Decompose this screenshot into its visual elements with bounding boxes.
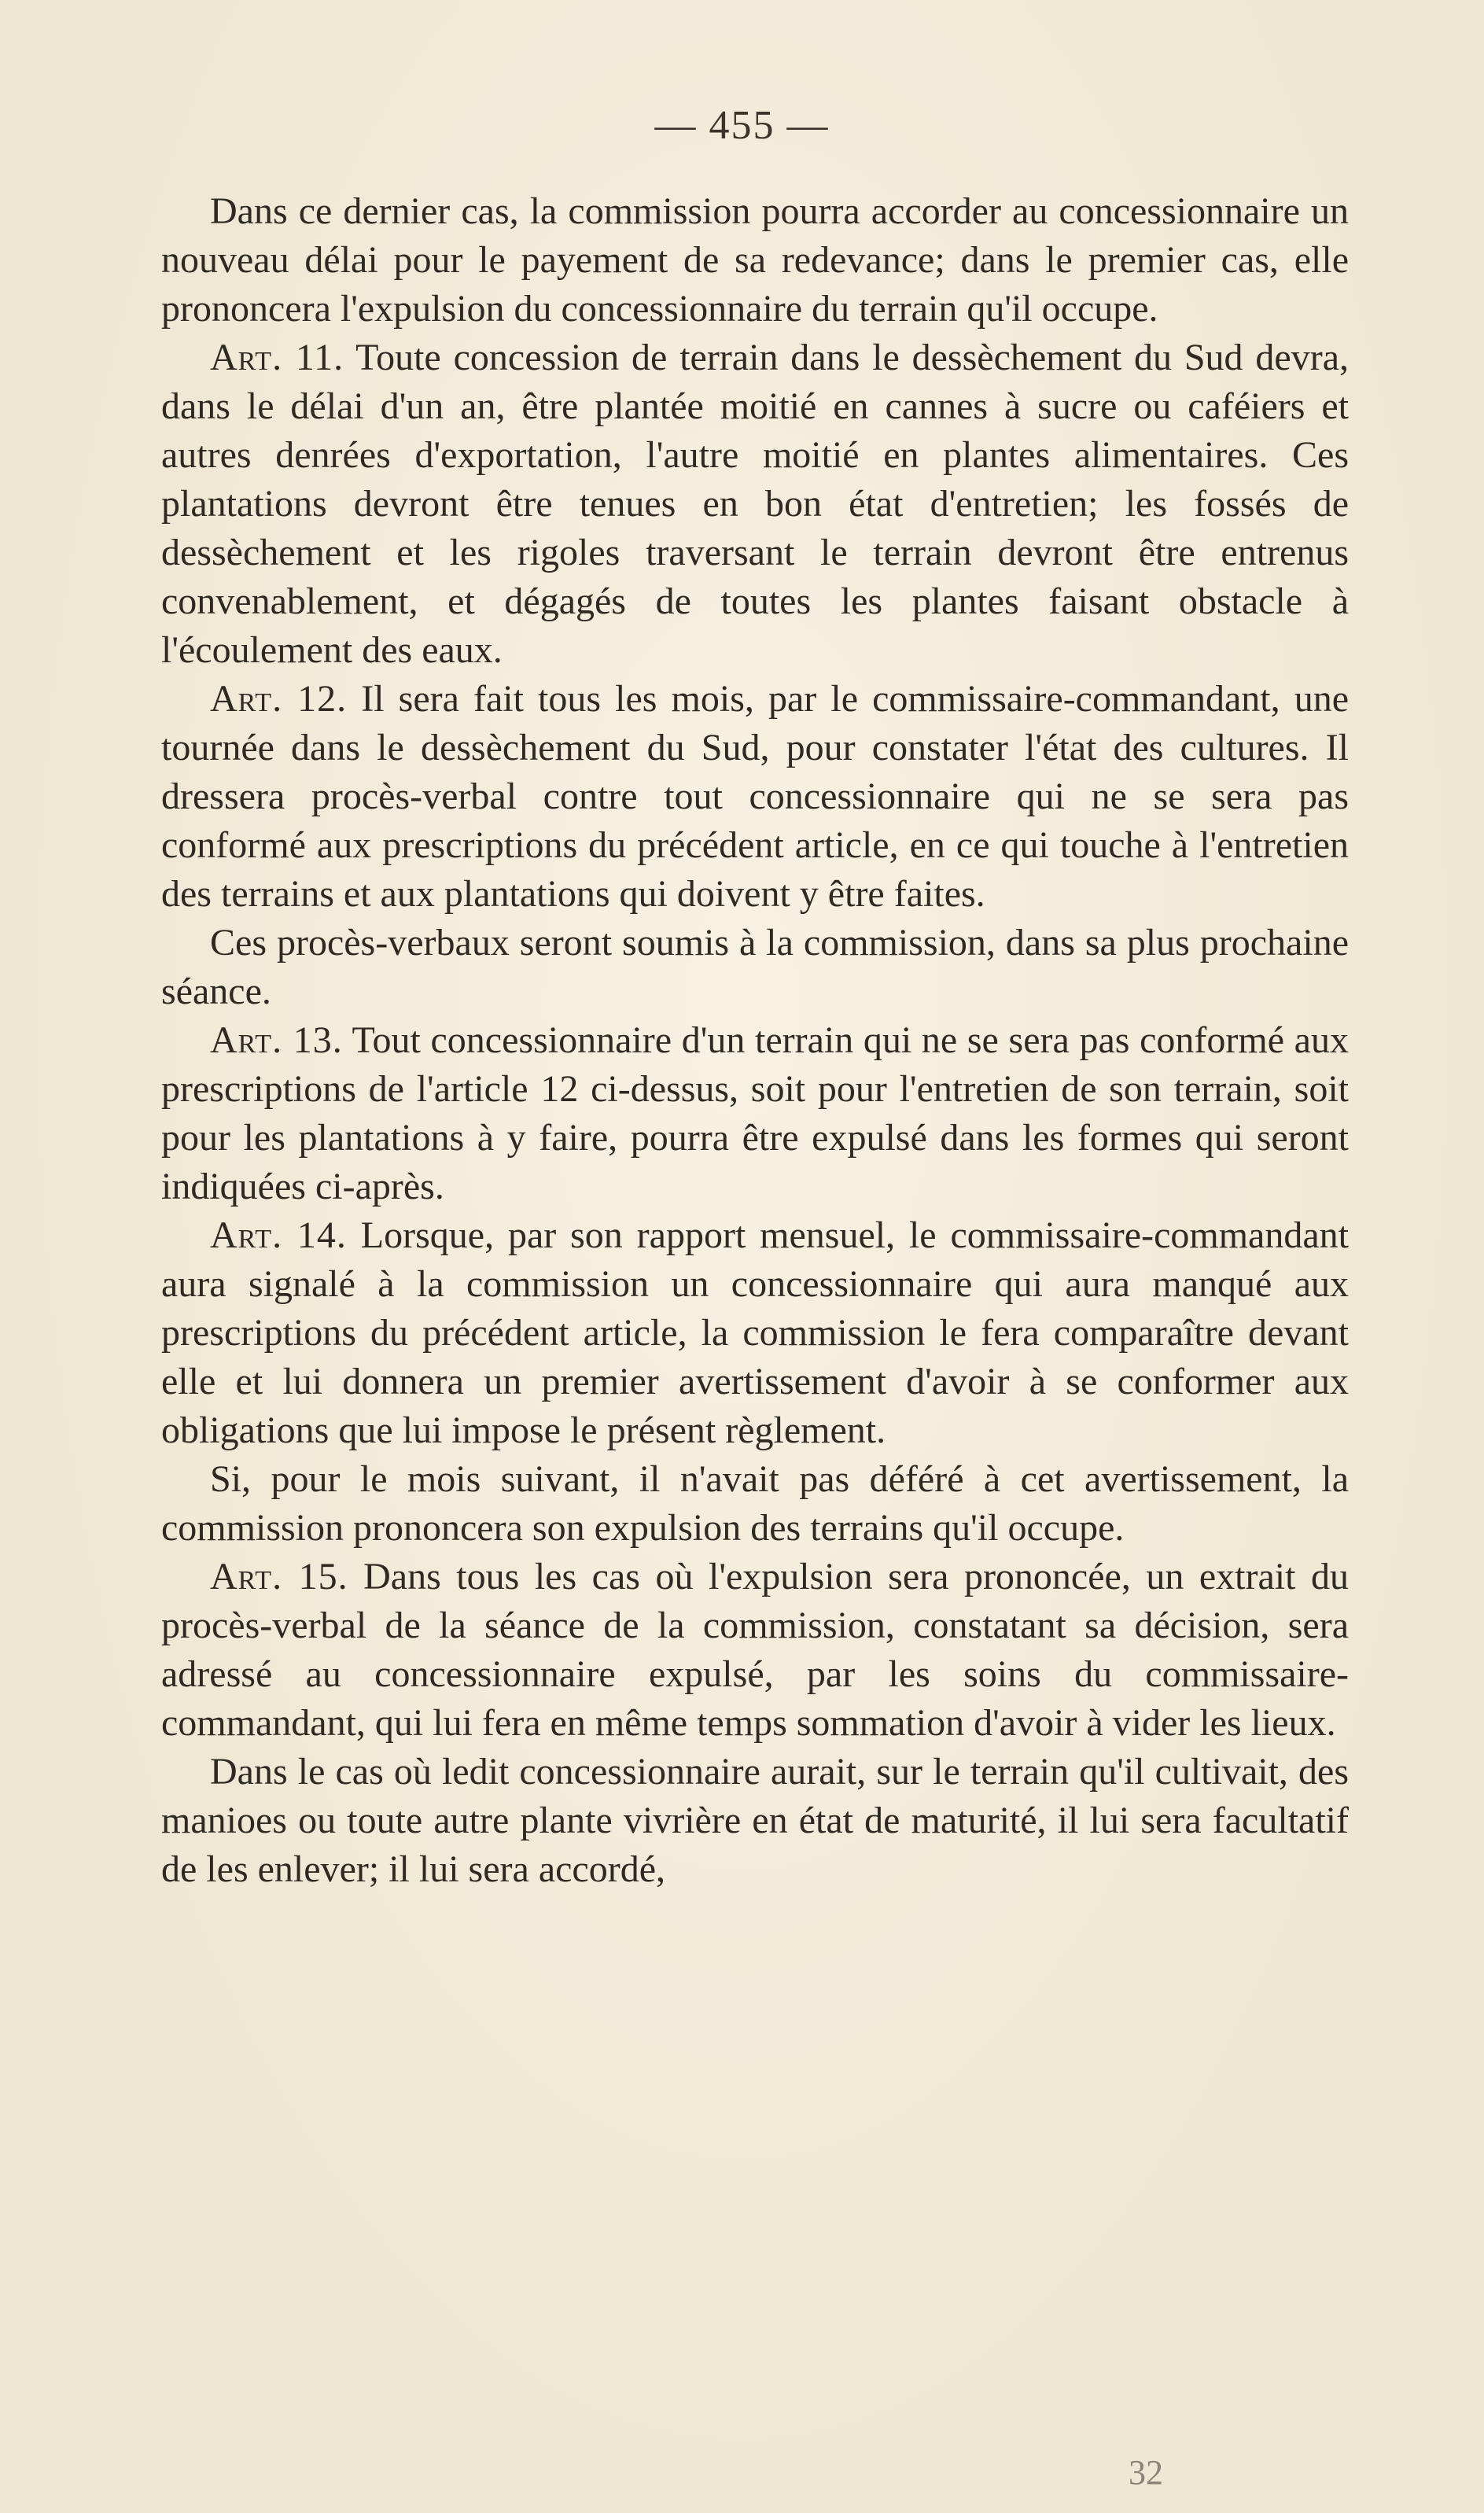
paragraph-art-13	[161, 1016, 1349, 1211]
paragraph-text: Il sera fait tous les mois, par le commissaire-commandant, une tournée dans le dessèchement du Sud, pour constater l'état des cultures. Il dressera procès-verbal contre tout concessionnaire qui ne se sera pas conformé aux prescriptions du précédent article, en ce qui touche à l'entretien des terrains et aux plantations qui doivent y être faites.	[161, 678, 1349, 915]
paragraph-1	[161, 187, 1349, 333]
paragraph-text: Si, pour le mois suivant, il n'avait pas déféré à cet avertissement, la commission prononcera son expulsion des terrains qu'il occupe.	[161, 1458, 1349, 1549]
article-label: Art. 12.	[210, 678, 348, 720]
signature-mark: 32	[1129, 2453, 1163, 2492]
paragraph-text: Toute concession de terrain dans le dessèchement du Sud devra, dans le délai d'un an, être plantée moitié en cannes à sucre ou caféiers et autres denrées d'exportation, l'autre moitié en plantes alimentaires. Ces plantations devront être tenues en bon état d'entretien; les fossés de dessèchement et les rigoles traversant le terrain devront être entrenus convenablement, et dégagés de toutes les plantes faisant obstacle à l'écoulement des eaux.	[161, 337, 1349, 671]
article-label: Art. 14.	[210, 1214, 347, 1256]
paragraph-art-11	[161, 333, 1349, 675]
paragraph-text: Ces procès-verbaux seront soumis à la commission, dans sa plus prochaine séance.	[161, 922, 1349, 1012]
article-label: Art. 11.	[210, 337, 344, 378]
paragraph-art-15	[161, 1553, 1349, 1748]
paragraph-dans-le-cas	[161, 1748, 1349, 1894]
page-number: — 455 —	[654, 103, 830, 148]
paragraph-text: Dans ce dernier cas, la commission pourra accorder au concessionnaire un nouveau délai pour le payement de sa redevance; dans le premier cas, elle prononcera l'expulsion du concessionnaire du terrain qu'il occupe.	[161, 190, 1349, 330]
paragraph-text: Lorsque, par son rapport mensuel, le commissaire-commandant aura signalé à la commission un concessionnaire qui aura manqué aux prescriptions du précédent article, la commission le fera comparaître devant elle et lui donnera un premier avertissement d'avoir à se conformer aux obligations que lui impose le présent règlement.	[161, 1214, 1349, 1451]
paragraph-proces-verbaux	[161, 919, 1349, 1016]
paragraph-text: Dans tous les cas où l'expulsion sera prononcée, un extrait du procès-verbal de la séance de la commission, constatant sa décision, sera adressé au concessionnaire expulsé, par les soins du commissaire-commandant, qui lui fera en même temps sommation d'avoir à vider les lieux.	[161, 1556, 1349, 1744]
paragraph-art-14	[161, 1211, 1349, 1455]
paragraph-text: Tout concessionnaire d'un terrain qui ne se sera pas conformé aux prescriptions de l'article 12 ci-dessus, soit pour l'entretien de son terrain, soit pour les plantations à y faire, pourra être expulsé dans les formes qui seront indiquées ci-après.	[161, 1019, 1349, 1207]
paragraph-text: Dans le cas où ledit concessionnaire aurait, sur le terrain qu'il cultivait, des manioes ou toute autre plante vivrière en état de maturité, il lui sera facultatif de les enlever; il lui sera accordé,	[161, 1751, 1349, 1890]
document-body	[161, 187, 1349, 1894]
article-label: Art. 15.	[210, 1556, 348, 1597]
paragraph-art-12	[161, 675, 1349, 919]
article-label: Art. 13.	[210, 1019, 343, 1061]
paragraph-mois-suivant	[161, 1455, 1349, 1553]
